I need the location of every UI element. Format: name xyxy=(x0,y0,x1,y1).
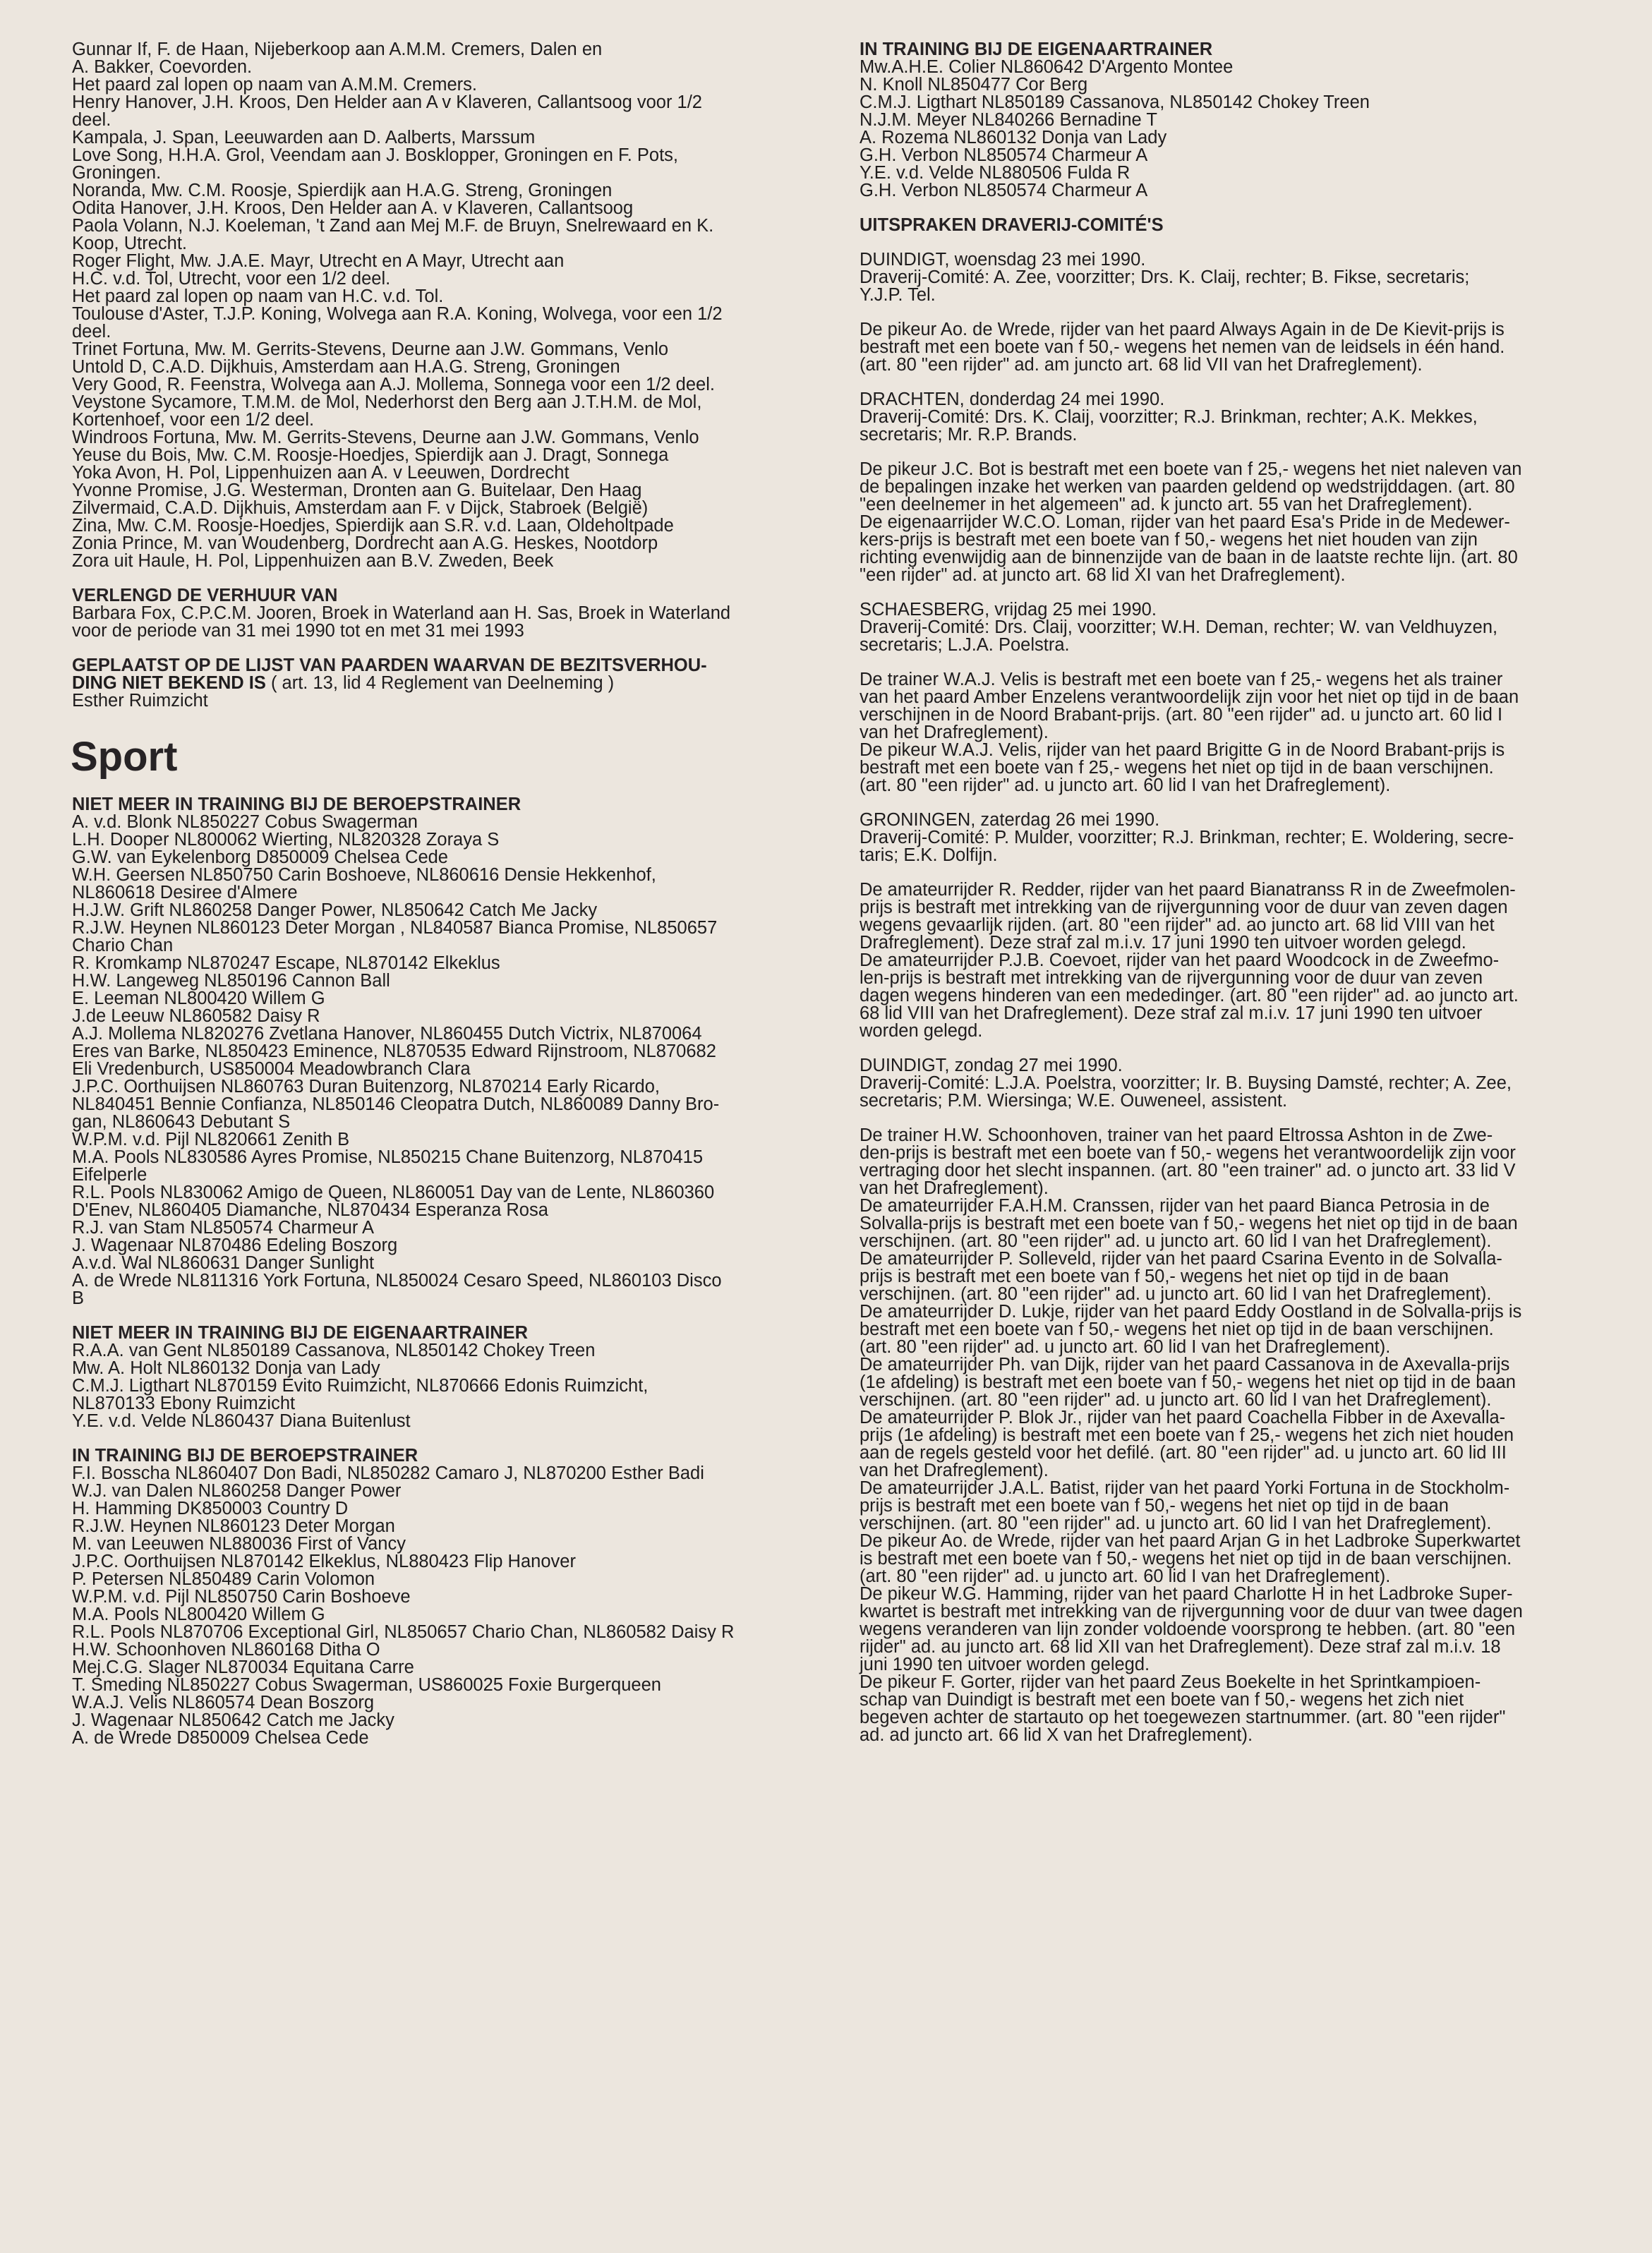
ruling-paragraph xyxy=(860,1127,1615,1744)
text-line: M.A. Pools NL830586 Ayres Promise, NL850215 Chane Buitenzorg, NL870415 xyxy=(72,1147,704,1167)
text-line: W.P.M. v.d. Pijl NL820661 Zenith B xyxy=(72,1130,350,1149)
text-line: (1e afdeling) is bestraft met een boete van f 50,- wegens het niet op tijd in de baan xyxy=(860,1372,1516,1392)
text-line: M. van Leeuwen NL880036 First of Vancy xyxy=(72,1534,406,1554)
text-line: Trinet Fortuna, Mw. M. Gerrits-Stevens, Deurne aan J.W. Gommans, Venlo xyxy=(72,339,669,359)
text-line: Zilvermaid, C.A.D. Dijkhuis, Amsterdam aan F. v Dijck, Stabroek (België) xyxy=(72,498,649,518)
text-line: Groningen. xyxy=(72,163,162,183)
text-line: Untold D, C.A.D. Dijkhuis, Amsterdam aan H.A.G. Streng, Groningen xyxy=(72,357,620,377)
text-line: De pikeur W.G. Hamming, rijder van het paard Charlotte H in het Ladbroke Super- xyxy=(860,1584,1513,1604)
text-line: taris; E.K. Dolfijn. xyxy=(860,845,998,865)
text-line: len-prijs is bestraft met intrekking van de rijvergunning voor de duur van zeven xyxy=(860,968,1483,988)
left-column xyxy=(72,41,819,1747)
text-line: De trainer W.A.J. Velis is bestraft met een boete van f 25,- wegens het als trainer xyxy=(860,670,1503,689)
text-line: De pikeur Ao. de Wrede, rijder van het paard Arjan G in het Ladbroke Superkwartet xyxy=(860,1531,1521,1551)
text-line: Het paard zal lopen op naam van H.C. v.d. Tol. xyxy=(72,286,444,306)
text-line: bestraft met een boete van f 50,- wegens het nemen van de leidsels in één hand. xyxy=(860,337,1505,357)
text-line: worden gelegd. xyxy=(860,1021,983,1041)
text-line: De amateurrijder Ph. van Dijk, rijder van het paard Cassanova in de Axevalla-prijs xyxy=(860,1355,1510,1375)
text-line: Mw.A.H.E. Colier NL860642 D'Argento Montee xyxy=(860,57,1234,77)
text-line: verschijnen. (art. 80 "een rijder" ad. u juncto art. 60 lid I van het Drafreglement). xyxy=(860,1284,1492,1304)
ownership-list xyxy=(72,41,819,570)
text-line: verschijnen. (art. 80 "een rijder" ad. u juncto art. 60 lid I van het Drafreglement). xyxy=(860,1514,1492,1533)
text-line: Draverij-Comité: A. Zee, voorzitter; Drs. K. Claij, rechter; B. Fikse, secretaris; xyxy=(860,267,1470,287)
text-line: A. de Wrede NL811316 York Fortuna, NL850024 Cesaro Speed, NL860103 Disco xyxy=(72,1271,722,1291)
section-heading-uitspraken: UITSPRAKEN DRAVERIJ-COMITÉ'S xyxy=(860,215,1164,235)
text-line: A. Bakker, Coevorden. xyxy=(72,57,253,77)
eigen-out-list xyxy=(72,1342,819,1430)
text-line: Mw. A. Holt NL860132 Donja van Lady xyxy=(72,1358,380,1378)
text-line: Zina, Mw. C.M. Roosje-Hoedjes, Spierdijk aan S.R. v.d. Laan, Oldeholtpade xyxy=(72,516,674,536)
text-line: De amateurrijder J.A.L. Batist, rijder van het paard Yorki Fortuna in de Stockholm- xyxy=(860,1478,1510,1498)
text-line: Draverij-Comité: P. Mulder, voorzitter; R.J. Brinkman, rechter; E. Woldering, secre- xyxy=(860,828,1514,847)
text-line: De pikeur J.C. Bot is bestraft met een boete van f 25,- wegens het niet naleven van xyxy=(860,459,1522,479)
text-line: 68 lid VIII van het Drafreglement). Deze straf zal m.i.v. 17 juni 1990 ten uitvoer xyxy=(860,1003,1483,1023)
text-line: A. v.d. Blonk NL850227 Cobus Swagerman xyxy=(72,812,418,832)
text-line: A.v.d. Wal NL860631 Danger Sunlight xyxy=(72,1253,375,1273)
text-line: De pikeur W.A.J. Velis, rijder van het paard Brigitte G in de Noord Brabant-prijs is xyxy=(860,740,1505,760)
text-line: Henry Hanover, J.H. Kroos, Den Helder aan A v Klaveren, Callantsoog voor 1/2 xyxy=(72,92,702,112)
text-line: Kortenhoef, voor een 1/2 deel. xyxy=(72,410,315,430)
section-heading-beroeps-in: IN TRAINING BIJ DE BEROEPSTRAINER xyxy=(72,1446,418,1466)
text-line: G.W. van Eykelenborg D850009 Chelsea Cede xyxy=(72,847,448,867)
lijst-list xyxy=(72,692,819,710)
text-line: secretaris; Mr. R.P. Brands. xyxy=(860,425,1078,445)
section-heading-beroeps-out: NIET MEER IN TRAINING BIJ DE BEROEPSTRAINER xyxy=(72,795,521,814)
text-line: secretaris; L.J.A. Poelstra. xyxy=(860,635,1070,655)
text-line: H.J.W. Grift NL860258 Danger Power, NL850642 Catch Me Jacky xyxy=(72,900,598,920)
text-line: G.H. Verbon NL850574 Charmeur A xyxy=(860,145,1148,165)
text-line: Roger Flight, Mw. J.A.E. Mayr, Utrecht en A Mayr, Utrecht aan xyxy=(72,251,565,271)
text-line: gan, NL860643 Debutant S xyxy=(72,1112,291,1132)
text-line: Draverij-Comité: Drs. Claij, voorzitter; W.H. Deman, rechter; W. van Veldhuyzen, xyxy=(860,617,1498,637)
text-line: C.M.J. Ligthart NL870159 Evito Ruimzicht, NL870666 Edonis Ruimzicht, xyxy=(72,1376,649,1396)
text-line: richting evenwijdig aan de binnenzijde van de baan in de laatste rechte lijn. (art. 80 xyxy=(860,548,1518,567)
text-line: Toulouse d'Aster, T.J.P. Koning, Wolvega aan R.A. Koning, Wolvega, voor een 1/2 xyxy=(72,304,723,324)
text-line: H. Hamming DK850003 Country D xyxy=(72,1499,349,1518)
text-line: van het Drafreglement). xyxy=(860,1178,1049,1198)
text-line: W.A.J. Velis NL860574 Dean Boszorg xyxy=(72,1693,375,1713)
text-line: Very Good, R. Feenstra, Wolvega aan A.J. Mollema, Sonnega voor een 1/2 deel. xyxy=(72,375,715,394)
text-line: (art. 80 "een rijder" ad. u juncto art. 60 lid I van het Drafreglement). xyxy=(860,1566,1391,1586)
text-line: juni 1990 ten uitvoer worden gelegd. xyxy=(860,1655,1150,1674)
ruling-paragraph xyxy=(860,321,1615,374)
text-line: NL860618 Desiree d'Almere xyxy=(72,883,298,902)
text-line: van het Drafreglement). xyxy=(860,1461,1049,1480)
text-line: Koop, Utrecht. xyxy=(72,234,187,253)
text-line: SCHAESBERG, vrijdag 25 mei 1990. xyxy=(860,600,1157,620)
text-line: J.de Leeuw NL860582 Daisy R xyxy=(72,1006,320,1026)
text-line: W.H. Geersen NL850750 Carin Boshoeve, NL860616 Densie Hekkenhof, xyxy=(72,865,656,885)
text-line: Zonia Prince, M. van Woudenberg, Dordrecht aan A.G. Heskes, Nootdorp xyxy=(72,533,658,553)
text-line: N.J.M. Meyer NL840266 Bernadine T xyxy=(860,110,1157,130)
text-line: Gunnar If, F. de Haan, Nijeberkoop aan A.M.M. Cremers, Dalen en xyxy=(72,40,603,59)
text-line: Solvalla-prijs is bestraft met een boete van f 50,- wegens het niet op tijd in de baan xyxy=(860,1214,1518,1233)
text-line: secretaris; P.M. Wiersinga; W.E. Ouweneel, assistent. xyxy=(860,1091,1288,1111)
text-line: Y.J.P. Tel. xyxy=(860,285,936,305)
text-line: NL870133 Ebony Ruimzicht xyxy=(72,1394,296,1413)
text-line: De eigenaarrijder W.C.O. Loman, rijder van het paard Esa's Pride in de Medewer- xyxy=(860,512,1510,532)
text-line: Chario Chan xyxy=(72,936,174,955)
text-line: "een rijder" ad. at juncto art. 68 lid XI van het Drafreglement). xyxy=(860,565,1346,585)
ruling-paragraph xyxy=(860,1057,1615,1110)
text-line: Veystone Sycamore, T.M.M. de Mol, Nederhorst den Berg aan J.T.H.M. de Mol, xyxy=(72,392,702,412)
text-line: Yvonne Promise, J.G. Westerman, Dronten aan G. Buitelaar, Den Haag xyxy=(72,481,642,500)
ruling-paragraph xyxy=(860,461,1615,584)
text-line: De pikeur Ao. de Wrede, rijder van het paard Always Again in de De Kievit-prijs is xyxy=(860,320,1505,339)
text-line: Yeuse du Bois, Mw. C.M. Roosje-Hoedjes, Spierdijk aan J. Dragt, Sonnega xyxy=(72,445,669,465)
text-line: W.P.M. v.d. Pijl NL850750 Carin Boshoeve xyxy=(72,1587,411,1607)
text-line: Esther Ruimzicht xyxy=(72,691,208,711)
ruling-paragraph xyxy=(860,671,1615,795)
text-line: kwartet is bestraft met intrekking van de rijvergunning voor de duur van twee dagen xyxy=(860,1602,1523,1621)
ruling-paragraph xyxy=(860,811,1615,864)
text-line: W.J. van Dalen NL860258 Danger Power xyxy=(72,1481,402,1501)
text-line: E. Leeman NL800420 Willem G xyxy=(72,989,325,1008)
section-heading-lijst-cont: DING NIET BEKEND IS ( art. 13, lid 4 Reglement van Deelneming ) xyxy=(72,673,615,693)
text-line: G.H. Verbon NL850574 Charmeur A xyxy=(860,181,1148,200)
text-line: Mej.C.G. Slager NL870034 Equitana Carre xyxy=(72,1657,414,1677)
text-line: dagen wegens hinderen van een mededinger. (art. 80 "een rijder" ad. ao juncto art. xyxy=(860,986,1519,1005)
section-heading-verhuur: VERLENGD DE VERHUUR VAN xyxy=(72,586,338,605)
text-line: van het Drafreglement). xyxy=(860,723,1049,742)
text-line: voor de periode van 31 mei 1990 tot en met 31 mei 1993 xyxy=(72,621,524,641)
text-line: Eres van Barke, NL850423 Eminence, NL870535 Edward Rijnstroom, NL870682 xyxy=(72,1041,716,1061)
text-line: R.L. Pools NL870706 Exceptional Girl, NL850657 Chario Chan, NL860582 Daisy R xyxy=(72,1622,735,1642)
text-line: De amateurrijder F.A.H.M. Cranssen, rijder van het paard Bianca Petrosia in de xyxy=(860,1196,1490,1216)
text-line: wegens veranderen van lijn zonder voldoende voorsprong te hebben. (art. 80 "een xyxy=(860,1619,1516,1639)
text-line: deel. xyxy=(72,322,111,342)
text-line: verschijnen in de Noord Brabant-prijs. (art. 80 "een rijder" ad. u juncto art. 60 lid I xyxy=(860,705,1503,725)
text-line: is bestraft met een boete van f 50,- wegens het niet op tijd in de baan verschijnen. xyxy=(860,1549,1512,1569)
text-line: C.M.J. Ligthart NL850189 Cassanova, NL850142 Chokey Treen xyxy=(860,92,1370,112)
text-line: DUINDIGT, woensdag 23 mei 1990. xyxy=(860,250,1146,270)
text-line: vertraging door het slecht inspannen. (art. 80 "een trainer" ad. o juncto art. 33 lid V xyxy=(860,1161,1516,1180)
text-line: J.P.C. Oorthuijsen NL870142 Elkeklus, NL880423 Flip Hanover xyxy=(72,1552,576,1571)
text-line: Barbara Fox, C.P.C.M. Jooren, Broek in Waterland aan H. Sas, Broek in Waterland xyxy=(72,603,731,623)
text-line: schap van Duindigt is bestraft met een boete van f 50,- wegens het zich niet xyxy=(860,1690,1464,1710)
text-line: DUINDIGT, zondag 27 mei 1990. xyxy=(860,1056,1123,1075)
ruling-paragraph xyxy=(860,391,1615,444)
text-line: aan de regels gesteld voor het defilé. (art. 80 "een rijder" ad. u juncto art. 60 lid III xyxy=(860,1443,1507,1463)
text-line: Zora uit Haule, H. Pol, Lippenhuizen aan B.V. Zweden, Beek xyxy=(72,551,554,571)
text-line: M.A. Pools NL800420 Willem G xyxy=(72,1605,325,1624)
text-line: (art. 80 "een rijder" ad. u juncto art. 60 lid I van het Drafreglement). xyxy=(860,1337,1391,1357)
text-line: Yoka Avon, H. Pol, Lippenhuizen aan A. v Leeuwen, Dordrecht xyxy=(72,463,569,483)
uitspraken-blocks xyxy=(860,251,1615,1744)
text-line: L.H. Dooper NL800062 Wierting, NL820328 Zoraya S xyxy=(72,830,500,850)
text-line: "een deelnemer in het algemeen" ad. k juncto art. 55 van het Drafreglement). xyxy=(860,495,1473,514)
text-line: De amateurrijder P.J.B. Coevoet, rijder van het paard Woodcock in de Zweefmo- xyxy=(860,950,1500,970)
beroeps-in-list xyxy=(72,1465,819,1747)
text-line: J. Wagenaar NL850642 Catch me Jacky xyxy=(72,1710,394,1730)
section-heading-eigen-out: NIET MEER IN TRAINING BIJ DE EIGENAARTRAINER xyxy=(72,1323,529,1343)
ruling-paragraph xyxy=(860,251,1615,304)
text-line: H.C. v.d. Tol, Utrecht, voor een 1/2 deel. xyxy=(72,269,391,289)
text-line: den-prijs is bestraft met een boete van f 50,- wegens het verantwoordelijk zijn voor xyxy=(860,1143,1516,1163)
text-line: J.P.C. Oorthuijsen NL860763 Duran Buitenzorg, NL870214 Early Ricardo, xyxy=(72,1077,661,1097)
ruling-paragraph xyxy=(860,601,1615,654)
text-line: van het paard Amber Enzelens verantwoordelijk zijn voor het niet op tijd in de baan xyxy=(860,687,1519,707)
text-line: P. Petersen NL850489 Carin Volomon xyxy=(72,1569,375,1589)
verhuur-list xyxy=(72,605,819,640)
text-line: De amateurrijder P. Blok Jr., rijder van het paard Coachella Fibber in de Axevalla- xyxy=(860,1408,1506,1427)
text-line: De amateurrijder R. Redder, rijder van het paard Bianatranss R in de Zweefmolen- xyxy=(860,880,1516,900)
text-line: Het paard zal lopen op naam van A.M.M. Cremers. xyxy=(72,75,478,95)
text-line: prijs is bestraft met intrekking van de rijvergunning voor de duur van zeven dagen xyxy=(860,898,1508,917)
text-line: Odita Hanover, J.H. Kroos, Den Helder aan A. v Klaveren, Callantsoog xyxy=(72,198,634,218)
section-heading-lijst: GEPLAATST OP DE LIJST VAN PAARDEN WAARVAN DE BEZITSVERHOU- xyxy=(72,656,707,675)
text-line: bestraft met een boete van f 50,- wegens het niet op tijd in de baan verschijnen. xyxy=(860,1319,1494,1339)
text-line: Y.E. v.d. Velde NL880506 Fulda R xyxy=(860,163,1131,183)
text-line: Draverij-Comité: L.J.A. Poelstra, voorzitter; Ir. B. Buysing Damsté, rechter; A. Zee, xyxy=(860,1073,1512,1093)
text-line: R.L. Pools NL830062 Amigo de Queen, NL860051 Day van de Lente, NL860360 xyxy=(72,1183,715,1202)
text-line: B xyxy=(72,1288,85,1308)
text-line: Noranda, Mw. C.M. Roosje, Spierdijk aan H.A.G. Streng, Groningen xyxy=(72,181,613,200)
text-line: Y.E. v.d. Velde NL860437 Diana Buitenlust xyxy=(72,1411,411,1431)
text-line: R.A.A. van Gent NL850189 Cassanova, NL850142 Chokey Treen xyxy=(72,1341,596,1360)
text-line: A. Rozema NL860132 Donja van Lady xyxy=(860,128,1167,147)
eigen-in-list xyxy=(860,59,1615,200)
text-line: H.W. Langeweg NL850196 Cannon Ball xyxy=(72,971,390,991)
text-line: Windroos Fortuna, Mw. M. Gerrits-Stevens, Deurne aan J.W. Gommans, Venlo xyxy=(72,428,699,447)
text-line: bestraft met een boete van f 25,- wegens het niet op tijd in de baan verschijnen. xyxy=(860,758,1494,778)
text-line: De amateurrijder D. Lukje, rijder van het paard Eddy Oostland in de Solvalla-prijs is xyxy=(860,1302,1522,1322)
text-line: De pikeur F. Gorter, rijder van het paard Zeus Boekelte in het Sprintkampioen- xyxy=(860,1672,1481,1692)
text-line: DRACHTEN, donderdag 24 mei 1990. xyxy=(860,389,1165,409)
text-line: F.I. Bosscha NL860407 Don Badi, NL850282 Camaro J, NL870200 Esther Badi xyxy=(72,1463,704,1483)
text-line: verschijnen. (art. 80 "een rijder" ad. u juncto art. 60 lid I van het Drafreglement). xyxy=(860,1390,1492,1410)
text-line: de bepalingen inzake het werken van paarden geldend op wedstrijddagen. (art. 80 xyxy=(860,477,1515,497)
text-line: rijder" ad. au juncto art. 68 lid XII van het Drafreglement). Deze straf zal m.i.v. 18 xyxy=(860,1637,1501,1657)
text-line: prijs (1e afdeling) is bestraft met een boete van f 25,- wegens het zich niet houden xyxy=(860,1425,1514,1445)
text-line: Eifelperle xyxy=(72,1165,147,1185)
text-line: De amateurrijder P. Solleveld, rijder van het paard Csarina Evento in de Solvalla- xyxy=(860,1249,1502,1269)
text-line: H.W. Schoonhoven NL860168 Ditha O xyxy=(72,1640,380,1660)
text-line: Drafreglement). Deze straf zal m.i.v. 17 juni 1990 ten uitvoer worden gelegd. xyxy=(860,933,1466,953)
right-column xyxy=(860,41,1615,1744)
text-line: begeven achter de startauto op het toegewezen startnummer. (art. 80 "een rijder" xyxy=(860,1708,1506,1727)
text-line: Kampala, J. Span, Leeuwarden aan D. Aalberts, Marssum xyxy=(72,128,536,147)
text-line: R.J. van Stam NL850574 Charmeur A xyxy=(72,1218,375,1238)
text-line: Eli Vredenburch, US850004 Meadowbranch Clara xyxy=(72,1059,471,1079)
text-line: prijs is bestraft met een boete van f 50,- wegens het niet op tijd in de baan xyxy=(860,1496,1449,1516)
text-line: ad. ad juncto art. 66 lid X van het Drafreglement). xyxy=(860,1725,1253,1745)
text-line: (art. 80 "een rijder" ad. am juncto art. 68 lid VII van het Drafreglement). xyxy=(860,355,1423,375)
text-line: prijs is bestraft met een boete van f 50,- wegens het niet op tijd in de baan xyxy=(860,1267,1449,1286)
ruling-paragraph xyxy=(860,881,1615,1040)
text-line: T. Smeding NL850227 Cobus Swagerman, US860025 Foxie Burgerqueen xyxy=(72,1675,661,1695)
text-line: R.J.W. Heynen NL860123 Deter Morgan , NL840587 Bianca Promise, NL850657 xyxy=(72,918,718,938)
text-line: A.J. Mollema NL820276 Zvetlana Hanover, NL860455 Dutch Victrix, NL870064 xyxy=(72,1024,702,1044)
beroeps-out-list xyxy=(72,814,819,1307)
section-heading-eigen-in: IN TRAINING BIJ DE EIGENAARTRAINER xyxy=(860,40,1213,59)
text-line: kers-prijs is bestraft met een boete van f 50,- wegens het niet houden van zijn xyxy=(860,530,1478,550)
text-line: Paola Volann, N.J. Koeleman, 't Zand aan Mej M.F. de Bruyn, Snelrewaard en K. xyxy=(72,216,714,236)
text-line: A. de Wrede D850009 Chelsea Cede xyxy=(72,1728,369,1748)
text-line: verschijnen. (art. 80 "een rijder" ad. u juncto art. 60 lid I van het Drafreglement). xyxy=(860,1231,1492,1251)
text-line: Love Song, H.H.A. Grol, Veendam aan J. Bosklopper, Groningen en F. Pots, xyxy=(72,145,678,165)
text-line: De trainer H.W. Schoonhoven, trainer van het paard Eltrossa Ashton in de Zwe- xyxy=(860,1125,1493,1145)
text-line: D'Enev, NL860405 Diamanche, NL870434 Esperanza Rosa xyxy=(72,1200,548,1220)
text-line: NL840451 Bennie Confianza, NL850146 Cleopatra Dutch, NL860089 Danny Bro- xyxy=(72,1094,720,1114)
text-line: deel. xyxy=(72,110,111,130)
text-line: (art. 80 "een rijder" ad. u juncto art. 60 lid I van het Drafreglement). xyxy=(860,775,1391,795)
text-line: R.J.W. Heynen NL860123 Deter Morgan xyxy=(72,1516,395,1536)
sport-section-title: Sport xyxy=(71,734,178,780)
text-line: J. Wagenaar NL870486 Edeling Boszorg xyxy=(72,1236,398,1255)
text-line: wegens gevaarlijk rijden. (art. 80 "een rijder" ad. ao juncto art. 68 lid VIII van het xyxy=(860,915,1495,935)
text-line: R. Kromkamp NL870247 Escape, NL870142 Elkeklus xyxy=(72,953,500,973)
text-line: N. Knoll NL850477 Cor Berg xyxy=(860,75,1088,95)
text-line: Draverij-Comité: Drs. K. Claij, voorzitter; R.J. Brinkman, rechter; A.K. Mekkes, xyxy=(860,407,1478,427)
text-line: GRONINGEN, zaterdag 26 mei 1990. xyxy=(860,810,1160,830)
